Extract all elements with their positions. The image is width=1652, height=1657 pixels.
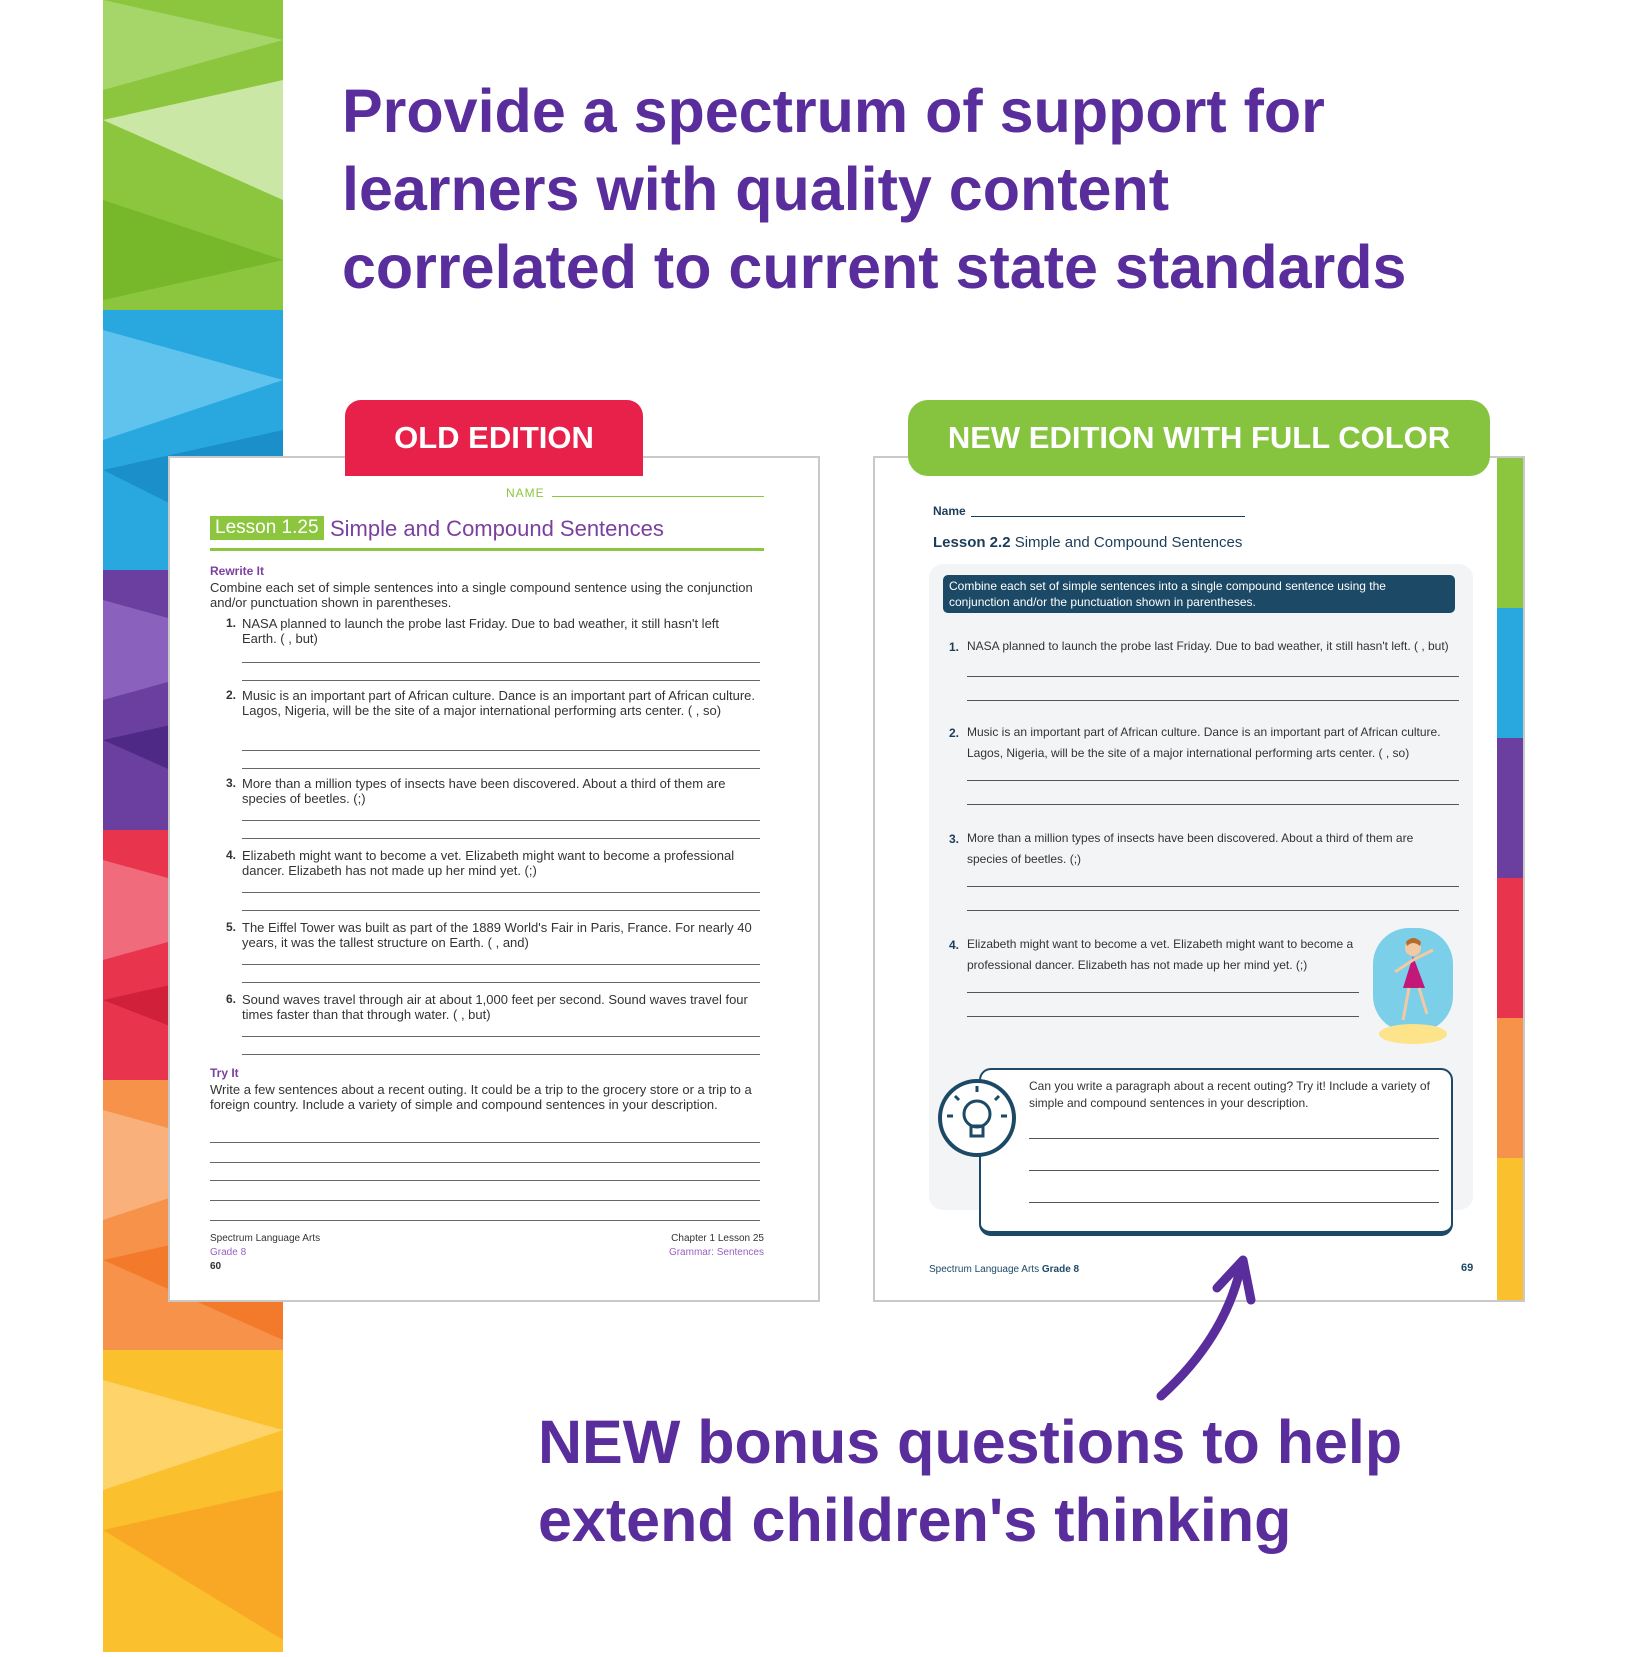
answer-line	[242, 820, 760, 821]
answer-line	[242, 1036, 760, 1037]
item-number: 6.	[226, 992, 237, 1006]
page-edge-color-strip	[1497, 458, 1523, 1300]
headline-line-1: Provide a spectrum of support for	[342, 77, 1325, 145]
item-number: 5.	[226, 920, 237, 934]
answer-line	[242, 680, 760, 681]
answer-line	[242, 750, 760, 751]
answer-line	[210, 1220, 760, 1221]
answer-line	[1029, 1170, 1439, 1171]
answer-line	[242, 910, 760, 911]
answer-line	[967, 700, 1459, 701]
lesson-number: Lesson 2.2	[933, 534, 1011, 551]
bonus-callout-line-2: extend children's thinking	[538, 1486, 1292, 1554]
answer-line	[1029, 1202, 1439, 1203]
lightbulb-icon	[937, 1078, 1017, 1158]
item-number: 1.	[949, 640, 960, 654]
old-edition-page	[168, 456, 820, 1302]
item-number: 4.	[949, 938, 960, 952]
answer-line	[210, 1200, 760, 1201]
item-number: 3.	[949, 832, 960, 846]
page-number: 60	[210, 1261, 222, 1272]
dancer-illustration	[1373, 928, 1453, 1046]
name-line	[552, 496, 764, 497]
bonus-callout-line-1: NEW bonus questions to help	[538, 1408, 1403, 1476]
answer-line	[210, 1162, 760, 1163]
footer-chapter: Chapter 1 Lesson 25	[671, 1233, 764, 1244]
answer-line	[967, 676, 1459, 677]
footer-left	[929, 1264, 1079, 1275]
item-text: The Eiffel Tower was built as part of the 1889 World's Fair in Paris, France. For nearly 40 years, it was the tallest structure on Earth. ( , and)	[242, 920, 752, 950]
bonus-question-text: Can you write a paragraph about a recent outing? Try it! Include a variety of simple and compound sentences in your description.	[1029, 1079, 1430, 1110]
item-number: 1.	[226, 616, 237, 630]
name-label: NAME	[506, 486, 545, 500]
answer-line	[242, 768, 760, 769]
footer-title: Spectrum Language Arts	[929, 1264, 1040, 1275]
footer-grade: Grade 8	[1041, 1264, 1080, 1275]
item-number: 4.	[226, 848, 237, 862]
answer-line	[967, 780, 1459, 781]
section-rewrite-heading: Rewrite It	[210, 564, 265, 578]
item-text: Music is an important part of African culture. Dance is an important part of African culture. Lagos, Nigeria, will be the site of a major international performing arts center. ( , so)	[967, 725, 1441, 760]
item-text: More than a million types of insects have been discovered. About a third of them are species of beetles. (;)	[242, 776, 726, 806]
answer-line	[210, 1142, 760, 1143]
item-text: Elizabeth might want to become a vet. Elizabeth might want to become a professional dancer. Elizabeth has not made up her mind yet. (;)	[967, 937, 1354, 972]
instructions-banner: Combine each set of simple sentences into a single compound sentence using the conjunction and/or the punctuation shown in parentheses.	[943, 575, 1455, 613]
answer-line	[242, 892, 760, 893]
answer-line	[242, 964, 760, 965]
item-text: NASA planned to launch the probe last Friday. Due to bad weather, it still hasn't left Earth. ( , but)	[242, 616, 720, 646]
new-edition-page	[873, 456, 1525, 1302]
headline-line-3: correlated to current state standards	[342, 233, 1407, 301]
footer-title: Spectrum Language Arts	[210, 1233, 321, 1244]
answer-line	[967, 992, 1359, 993]
old-edition-tab: OLD EDITION	[345, 400, 643, 476]
item-number: 2.	[949, 726, 960, 740]
answer-line	[967, 910, 1459, 911]
title-rule	[210, 548, 764, 551]
answer-line	[242, 982, 760, 983]
try-it-text: Write a few sentences about a recent outing. It could be a trip to the grocery store or a trip to a foreign country. Include a variety of simple and compound sentences in your description.	[210, 1082, 752, 1112]
footer-right	[600, 1232, 764, 1260]
answer-line	[967, 804, 1459, 805]
lesson-badge: Lesson 1.25	[210, 516, 324, 540]
footer-topic: Grammar: Sentences	[668, 1247, 764, 1258]
lesson-title: Simple and Compound Sentences	[1014, 534, 1243, 551]
headline	[342, 72, 1542, 306]
lesson-heading	[933, 534, 1242, 551]
answer-line	[1029, 1138, 1439, 1139]
answer-line	[242, 838, 760, 839]
item-text: Sound waves travel through air at about 1,000 feet per second. Sound waves travel four times faster than that through water. ( , but)	[242, 992, 748, 1022]
pointer-arrow-icon	[1145, 1248, 1265, 1408]
new-edition-tab: NEW EDITION WITH FULL COLOR	[908, 400, 1490, 476]
name-label: Name	[933, 504, 966, 518]
item-text: Elizabeth might want to become a vet. Elizabeth might want to become a professional dancer. Elizabeth has not made up her mind yet. (;)	[242, 848, 735, 878]
item-text: Music is an important part of African culture. Dance is an important part of African culture. Lagos, Nigeria, will be the site of a major international performing arts center. ( , so)	[242, 688, 756, 718]
item-text: More than a million types of insects have been discovered. About a third of them are species of beetles. (;)	[967, 831, 1414, 866]
answer-line	[210, 1180, 760, 1181]
instructions: Combine each set of simple sentences into a single compound sentence using the conjunction and/or punctuation shown in parentheses.	[210, 580, 753, 610]
answer-line	[242, 1054, 760, 1055]
item-number: 3.	[226, 776, 237, 790]
lesson-title: Simple and Compound Sentences	[330, 516, 664, 541]
answer-line	[967, 886, 1459, 887]
answer-line	[242, 662, 760, 663]
item-text: NASA planned to launch the probe last Friday. Due to bad weather, it still hasn't left. ( , but)	[967, 639, 1449, 653]
section-try-heading: Try It	[210, 1066, 239, 1080]
footer-left	[210, 1232, 320, 1274]
answer-line	[967, 1016, 1359, 1017]
headline-line-2: learners with quality content	[342, 155, 1170, 223]
name-line	[971, 516, 1245, 517]
item-number: 2.	[226, 688, 237, 702]
bonus-callout	[538, 1403, 1588, 1559]
page-number: 69	[1461, 1262, 1474, 1274]
footer-grade: Grade 8	[210, 1247, 247, 1258]
